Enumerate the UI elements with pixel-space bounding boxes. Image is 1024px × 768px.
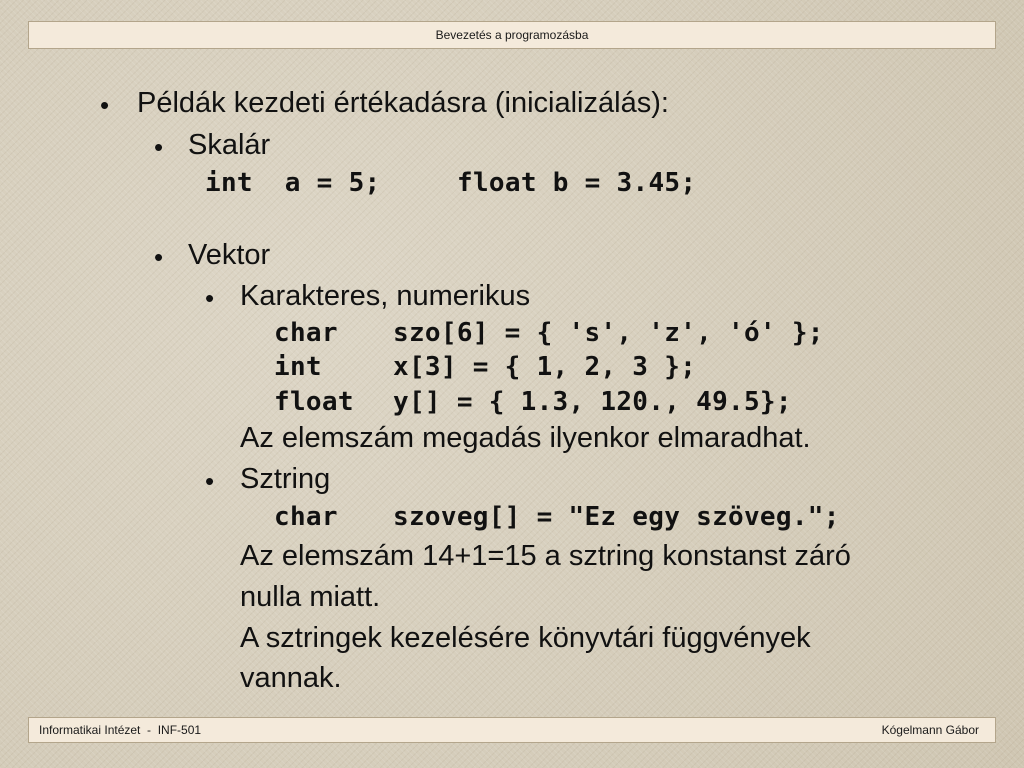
code-float-array: y[] = { 1.3, 120., 49.5}; [393, 387, 792, 417]
footer-author: Kógelmann Gábor [881, 723, 979, 737]
code-keyword-char: char [274, 502, 338, 532]
library-note-line-1: A sztringek kezelésére könyvtári függvények [240, 622, 811, 654]
bullet-icon: • [100, 90, 110, 120]
code-string-init: szoveg[] = "Ez egy szöveg."; [393, 502, 840, 532]
sztring-note-line-1: Az elemszám 14+1=15 a sztring konstanst záró [240, 540, 851, 572]
bullet-icon: • [205, 466, 215, 496]
code-int-array: x[3] = { 1, 2, 3 }; [393, 352, 697, 382]
slide-header-title: Bevezetés a programozásba [435, 28, 589, 42]
slide-footer-bar [28, 717, 996, 743]
vektor-label: Vektor [188, 239, 271, 271]
sztring-note-line-2: nulla miatt. [240, 581, 381, 613]
elemszam-note: Az elemszám megadás ilyenkor elmaradhat. [240, 422, 811, 454]
bullet-icon: • [154, 132, 164, 162]
sztring-label: Sztring [240, 463, 331, 495]
slide-header-bar [28, 21, 996, 49]
code-keyword-int: int [274, 352, 322, 382]
bullet-icon: • [154, 242, 164, 272]
library-note-line-2: vannak. [240, 662, 342, 694]
skalar-label: Skalár [188, 129, 271, 161]
heading-text: Példák kezdeti értékadásra (inicializálás): [137, 87, 669, 119]
code-keyword-char: char [274, 318, 338, 348]
karakteres-label: Karakteres, numerikus [240, 280, 531, 312]
bullet-icon: • [205, 283, 215, 313]
footer-institute: Informatikai Intézet - INF-501 [39, 723, 202, 737]
skalar-code-float: float b = 3.45; [457, 168, 697, 198]
skalar-code-int: int a = 5; [205, 168, 381, 198]
code-keyword-float: float [274, 387, 354, 417]
code-char-array: szo[6] = { 's', 'z', 'ó' }; [393, 318, 824, 348]
